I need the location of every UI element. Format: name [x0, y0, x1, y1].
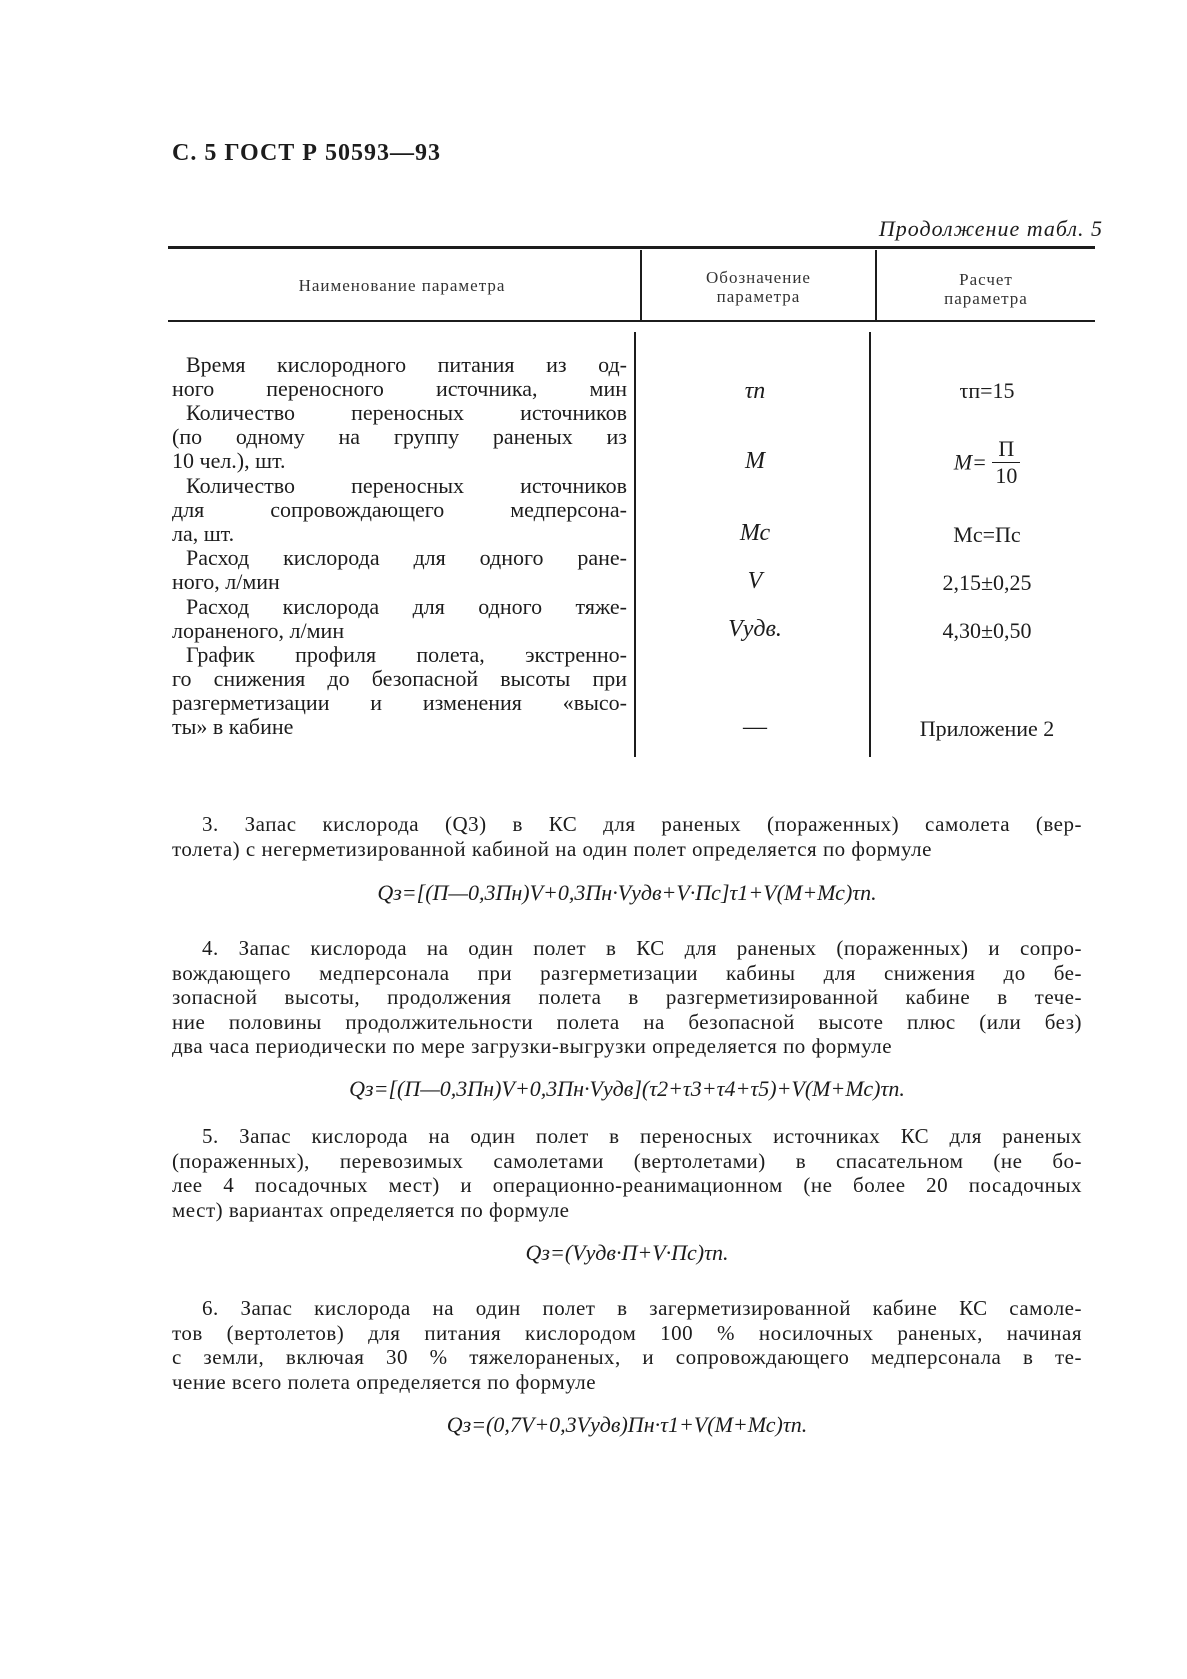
column-header-calc-line1: Расчет — [959, 270, 1013, 289]
paragraph-6-line4: чение всего полета определяется по формуле — [172, 1369, 597, 1394]
table-row-calc: Приложение 2 — [919, 716, 1055, 741]
table-row-name — [172, 595, 627, 643]
paragraph-4-line4: ние половины продолжительности полета на безопасной высоте плюс (или без) — [172, 1009, 1082, 1034]
paragraph-6-line1: 6. Запас кислорода на один полет в загерметизированной кабине КС самоле- — [202, 1296, 1082, 1320]
column-header-symbol — [642, 268, 875, 306]
table-row-name — [172, 643, 627, 739]
row1-name-line2: ного переносного источника, мин — [172, 376, 627, 401]
paragraph-3-line1: 3. Запас кислорода (Q3) в КС для раненых (пораженных) самолета (вер- — [202, 812, 1082, 836]
row3-name-line1: Количество переносных источников — [186, 473, 627, 498]
row2-name-line3: 10 чел.), шт. — [172, 448, 286, 473]
table-row-symbol: — — [743, 714, 767, 740]
row5-name-line2: лораненого, л/мин — [172, 618, 345, 643]
paragraph-5-line4: мест) вариантах определяется по формуле — [172, 1197, 570, 1222]
paragraph-4-line5: два часа периодически по мере загрузки-выгрузки определяется по формуле — [172, 1034, 893, 1058]
row6-name-line2: го снижения до безопасной высоты при — [172, 666, 627, 691]
table-row-name — [172, 546, 627, 594]
calc-m-fraction — [992, 436, 1020, 489]
formula-6: Qз=(0,7V+0,3Vудв)Пн·τ1+V(М+Мс)τп. — [446, 1412, 808, 1437]
row1-name-line1: Время кислородного питания из од- — [186, 352, 627, 377]
paragraph-6-line2: тов (вертолетов) для питания кислородом 100 % носилочных раненых, начиная — [172, 1320, 1082, 1345]
fraction-numerator: П — [992, 436, 1020, 463]
paragraph-5-line1: 5. Запас кислорода на один полет в переносных источниках КС для раненых — [202, 1124, 1082, 1148]
formula-3: Qз=[(П—0,3Пн)V+0,3Пн·Vудв+V·Пс]τ1+V(М+Мс)τп. — [377, 880, 877, 905]
column-header-symbol-line2: параметра — [716, 287, 801, 306]
table-row-calc: 4,30±0,50 — [942, 618, 1032, 643]
row6-name-line1: График профиля полета, экстренно- — [186, 642, 627, 667]
paragraph-3-line2: толета) с негерметизированной кабиной на один полет определяется по формуле — [172, 836, 932, 861]
table-row-name — [172, 353, 627, 401]
table-top-rule — [168, 246, 1095, 249]
row6-name-line4: ты» в кабине — [172, 714, 294, 739]
table-row-name — [172, 401, 627, 473]
table-body-divider-2 — [869, 332, 871, 757]
column-header-calc — [877, 270, 1095, 308]
table-row-calc: Мс=Пс — [953, 522, 1021, 547]
formula-4: Qз=[(П—0,3Пн)V+0,3Пн·Vудв](τ2+τ3+τ4+τ5)+V(М+Мс)τп. — [349, 1076, 905, 1101]
paragraph-4-line2: вождающего медперсонала при разгерметизации кабины для снижения до бе- — [172, 960, 1082, 985]
table-continuation-label: Продолжение табл. 5 — [878, 216, 1103, 241]
table-row-symbol: V — [747, 568, 763, 594]
row6-name-line3: разгерметизации и изменения «высо- — [172, 690, 627, 715]
table-body-divider-1 — [634, 332, 636, 757]
table-row-symbol: Vудв. — [728, 616, 782, 642]
column-header-name-text: Наименование параметра — [298, 276, 506, 295]
paragraph-3 — [172, 812, 1082, 861]
paragraph-4 — [172, 936, 1082, 1059]
row3-name-line3: ла, шт. — [172, 521, 235, 546]
paragraph-5-line3: лее 4 посадочных мест) и операционно-реанимационном (не более 20 посадочных — [172, 1173, 1082, 1197]
paragraph-6 — [172, 1296, 1082, 1394]
column-header-name — [168, 276, 636, 295]
table-header-rule — [168, 320, 1095, 322]
table-row-calc: 2,15±0,25 — [942, 570, 1032, 595]
table-row-symbol: τп — [744, 378, 766, 404]
row2-name-line1: Количество переносных источников — [186, 400, 627, 425]
paragraph-4-line3: зопасной высоты, продолжения полета в разгерметизированной кабине в тече- — [172, 985, 1082, 1009]
row5-name-line1: Расход кислорода для одного тяже- — [186, 594, 627, 619]
table-row-calc: τп=15 — [959, 378, 1015, 403]
column-header-symbol-line1: Обозначение — [706, 268, 811, 287]
table-row-calc — [872, 436, 1102, 489]
row4-name-line2: ного, л/мин — [172, 569, 280, 594]
table-row-symbol: М — [745, 448, 765, 474]
paragraph-5-line2: (пораженных), перевозимых самолетами (вертолетами) в спасательном (не бо- — [172, 1148, 1082, 1173]
formula-5: Qз=(Vудв·П+V·Пс)τп. — [525, 1240, 729, 1265]
row2-name-line2: (по одному на группу раненых из — [172, 424, 627, 449]
row3-name-line2: для сопровождающего медперсона- — [172, 497, 627, 522]
column-header-calc-line2: параметра — [944, 289, 1028, 308]
table-row-name — [172, 474, 627, 546]
table-row-symbol: Мс — [739, 520, 771, 546]
calc-m-prefix: М= — [953, 449, 987, 475]
paragraph-5 — [172, 1124, 1082, 1222]
paragraph-6-line3: с земли, включая 30 % тяжелораненых, и сопровождающего медперсонала в те- — [172, 1345, 1082, 1369]
page-reference: С. 5 ГОСТ Р 50593—93 — [172, 140, 441, 166]
fraction-denominator: 10 — [995, 463, 1018, 488]
row4-name-line1: Расход кислорода для одного ране- — [186, 545, 627, 570]
paragraph-4-line1: 4. Запас кислорода на один полет в КС для раненых (пораженных) и сопро- — [202, 936, 1082, 960]
